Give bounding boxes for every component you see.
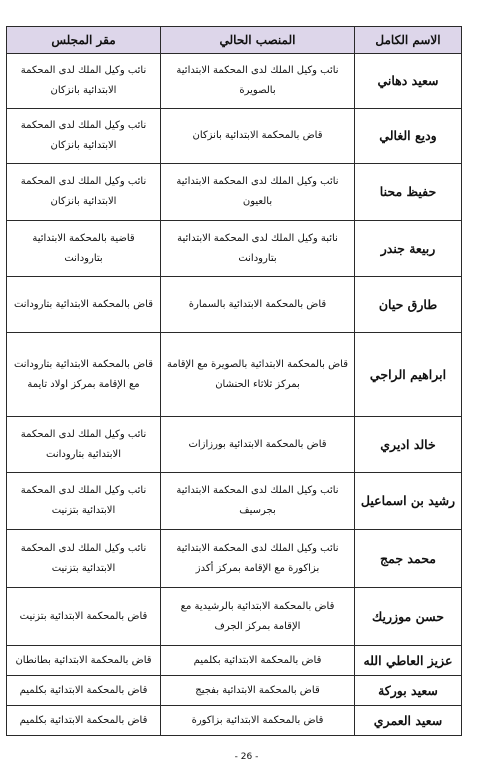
cell-council-seat: نائب وكيل الملك لدى المحكمة الابتدائية بتارودانت xyxy=(7,417,161,473)
appointments-table xyxy=(6,26,462,736)
cell-current-position: قاض بالمحكمة الابتدائية بانزكان xyxy=(161,109,355,164)
appointments-table-container xyxy=(6,26,461,736)
cell-full-name: وديع الغالي xyxy=(355,109,462,164)
cell-full-name: سعيد العمري xyxy=(355,706,462,736)
table-row xyxy=(7,588,462,646)
table-row xyxy=(7,473,462,530)
table-row xyxy=(7,277,462,333)
table-row xyxy=(7,333,462,417)
cell-council-seat: قاض بالمحكمة الابتدائية بتارودانت مع الإقامة بمركز اولاد تايمة xyxy=(7,333,161,417)
page-number: - 26 - xyxy=(234,752,259,762)
cell-current-position: قاض بالمحكمة الابتدائية بزاكورة xyxy=(161,706,355,736)
cell-full-name: ربيعة جندر xyxy=(355,221,462,277)
header-council-seat: مقر المجلس xyxy=(7,27,161,54)
cell-full-name: عزيز العاطي الله xyxy=(355,646,462,676)
cell-council-seat: قاض بالمحكمة الابتدائية بتزنيت xyxy=(7,588,161,646)
table-row xyxy=(7,221,462,277)
table-row xyxy=(7,109,462,164)
cell-current-position: قاض بالمحكمة الابتدائية بالسمارة xyxy=(161,277,355,333)
cell-council-seat: قاض بالمحكمة الابتدائية بتارودانت xyxy=(7,277,161,333)
table-row xyxy=(7,164,462,221)
cell-current-position: قاض بالمحكمة الابتدائية بكلميم xyxy=(161,646,355,676)
cell-full-name: خالد اديري xyxy=(355,417,462,473)
cell-current-position: نائب وكيل الملك لدى المحكمة الابتدائية بالعيون xyxy=(161,164,355,221)
cell-full-name: ابراهيم الراجي xyxy=(355,333,462,417)
cell-current-position: قاض بالمحكمة الابتدائية بالصويرة مع الإقامة بمركز ثلاثاء الحنشان xyxy=(161,333,355,417)
cell-current-position: نائب وكيل الملك لدى المحكمة الابتدائية بجرسيف xyxy=(161,473,355,530)
cell-current-position: نائب وكيل الملك لدى المحكمة الابتدائية بالصويرة xyxy=(161,54,355,109)
cell-full-name: رشيد بن اسماعيل xyxy=(355,473,462,530)
cell-full-name: حسن موزريك xyxy=(355,588,462,646)
cell-council-seat: قاضية بالمحكمة الابتدائية بتارودانت xyxy=(7,221,161,277)
table-header-row xyxy=(7,27,462,54)
header-current-position: المنصب الحالي xyxy=(161,27,355,54)
cell-current-position: قاض بالمحكمة الابتدائية بفجيج xyxy=(161,676,355,706)
cell-current-position: نائب وكيل الملك لدى المحكمة الابتدائية بزاكورة مع الإقامة بمركز أكدز xyxy=(161,530,355,588)
cell-council-seat: قاض بالمحكمة الابتدائية بكلميم xyxy=(7,706,161,736)
cell-current-position: قاض بالمحكمة الابتدائية بالرشيدية مع الإقامة بمركز الجرف xyxy=(161,588,355,646)
table-row xyxy=(7,676,462,706)
cell-full-name: حفيظ محنا xyxy=(355,164,462,221)
cell-current-position: قاض بالمحكمة الابتدائية بورزازات xyxy=(161,417,355,473)
cell-council-seat: قاض بالمحكمة الابتدائية بطانطان xyxy=(7,646,161,676)
cell-full-name: طارق حيان xyxy=(355,277,462,333)
cell-council-seat: نائب وكيل الملك لدى المحكمة الابتدائية بانزكان xyxy=(7,109,161,164)
cell-council-seat: نائب وكيل الملك لدى المحكمة الابتدائية بانزكان xyxy=(7,54,161,109)
cell-current-position: نائبة وكيل الملك لدى المحكمة الابتدائية بتارودانت xyxy=(161,221,355,277)
table-row xyxy=(7,646,462,676)
cell-council-seat: نائب وكيل الملك لدى المحكمة الابتدائية بانزكان xyxy=(7,164,161,221)
table-row xyxy=(7,54,462,109)
cell-council-seat: نائب وكيل الملك لدى المحكمة الابتدائية بتزنيت xyxy=(7,530,161,588)
table-row xyxy=(7,706,462,736)
cell-full-name: سعيد بوركة xyxy=(355,676,462,706)
table-row xyxy=(7,530,462,588)
cell-council-seat: قاض بالمحكمة الابتدائية بكلميم xyxy=(7,676,161,706)
cell-full-name: محمد جمج xyxy=(355,530,462,588)
cell-full-name: سعيد دهاني xyxy=(355,54,462,109)
cell-council-seat: نائب وكيل الملك لدى المحكمة الابتدائية بتزنيت xyxy=(7,473,161,530)
header-full-name: الاسم الكامل xyxy=(355,27,462,54)
table-row xyxy=(7,417,462,473)
